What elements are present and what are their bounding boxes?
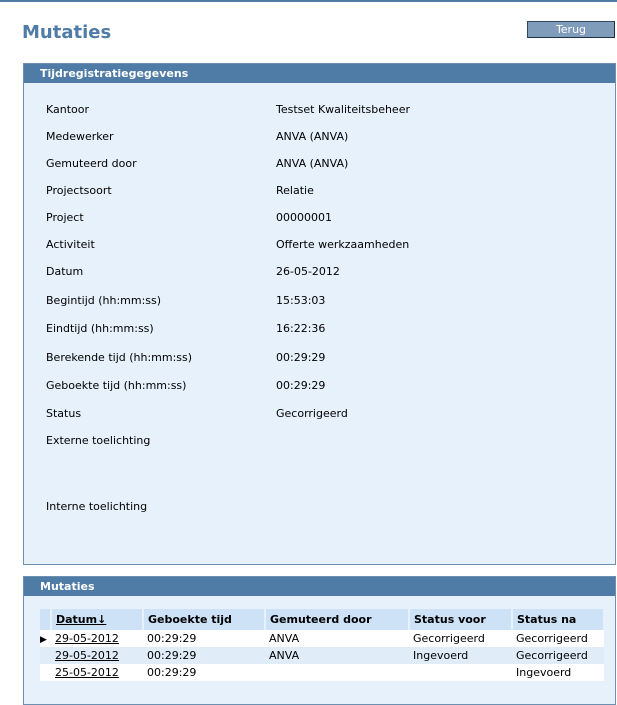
cell-status-na: Gecorrigeerd: [512, 647, 604, 664]
field-value-activiteit: Offerte werkzaamheden: [276, 238, 410, 251]
column-header-status-voor: Status voor: [409, 609, 512, 630]
cell-datum: [51, 630, 143, 647]
field-label-kantoor: Kantoor: [46, 103, 90, 116]
cell-status-na: Ingevoerd: [512, 664, 604, 681]
cell-geboekte-tijd: 00:29:29: [143, 647, 265, 664]
table-row[interactable]: [40, 647, 604, 664]
column-header-status-na: Status na: [512, 609, 604, 630]
table-header-row: [40, 609, 604, 630]
field-value-begintijd: 15:53:03: [276, 294, 326, 307]
sort-datum-link[interactable]: [56, 613, 106, 626]
column-label-datum: Datum: [56, 613, 98, 626]
mutaties-header: Mutaties: [24, 577, 615, 596]
field-value-projectsoort: Relatie: [276, 184, 314, 197]
row-marker-cell: [40, 630, 51, 647]
cell-status-voor: Ingevoerd: [409, 647, 512, 664]
cell-status-voor: [409, 664, 512, 681]
field-label-berekende-tijd: Berekende tijd (hh:mm:ss): [46, 351, 193, 364]
datum-link[interactable]: 29-05-2012: [55, 649, 119, 662]
table-row[interactable]: [40, 630, 604, 647]
field-label-projectsoort: Projectsoort: [46, 184, 112, 197]
cell-gemuteerd-door: [265, 664, 409, 681]
mutaties-table: [40, 609, 605, 681]
datum-link[interactable]: 29-05-2012: [55, 632, 119, 645]
sort-descending-icon: ↓: [97, 613, 107, 626]
marker-column-header: [40, 609, 51, 630]
field-label-begintijd: Begintijd (hh:mm:ss): [46, 294, 162, 307]
field-value-project: 00000001: [276, 211, 332, 224]
row-marker-cell: [40, 664, 51, 681]
field-value-medewerker: ANVA (ANVA): [276, 130, 349, 143]
cell-gemuteerd-door: ANVA: [265, 630, 409, 647]
tijdregistratie-panel: [23, 63, 616, 565]
field-label-geboekte-tijd: Geboekte tijd (hh:mm:ss): [46, 379, 187, 392]
field-label-externe-toelichting: Externe toelichting: [46, 434, 151, 447]
field-value-kantoor: Testset Kwaliteitsbeheer: [276, 103, 410, 116]
field-label-medewerker: Medewerker: [46, 130, 114, 143]
cell-geboekte-tijd: 00:29:29: [143, 630, 265, 647]
field-value-berekende-tijd: 00:29:29: [276, 351, 326, 364]
field-value-status: Gecorrigeerd: [276, 407, 348, 420]
cell-datum: [51, 664, 143, 681]
back-button[interactable]: Terug: [527, 21, 615, 38]
mutaties-panel: [23, 576, 616, 705]
column-header-gemuteerd-door: Gemuteerd door: [265, 609, 409, 630]
field-label-gemuteerd-door: Gemuteerd door: [46, 157, 137, 170]
field-value-datum: 26-05-2012: [276, 265, 340, 278]
column-header-datum[interactable]: [51, 609, 143, 630]
table-row[interactable]: [40, 664, 604, 681]
field-label-status: Status: [46, 407, 82, 420]
top-border: [0, 0, 617, 2]
cell-status-voor: Gecorrigeerd: [409, 630, 512, 647]
cell-status-na: Gecorrigeerd: [512, 630, 604, 647]
field-value-geboekte-tijd: 00:29:29: [276, 379, 326, 392]
current-row-arrow-icon: ▶: [40, 635, 47, 645]
field-label-eindtijd: Eindtijd (hh:mm:ss): [46, 322, 154, 335]
cell-gemuteerd-door: ANVA: [265, 647, 409, 664]
cell-datum: [51, 647, 143, 664]
cell-geboekte-tijd: 00:29:29: [143, 664, 265, 681]
field-label-interne-toelichting: Interne toelichting: [46, 500, 148, 513]
column-header-geboekte-tijd: Geboekte tijd: [143, 609, 265, 630]
page-title: Mutaties: [22, 22, 112, 43]
datum-link[interactable]: 25-05-2012: [55, 666, 119, 679]
tijdregistratie-header: Tijdregistratiegegevens: [24, 64, 615, 83]
row-marker-cell: [40, 647, 51, 664]
field-label-datum: Datum: [46, 265, 84, 278]
field-label-project: Project: [46, 211, 84, 224]
field-label-activiteit: Activiteit: [46, 238, 95, 251]
field-value-eindtijd: 16:22:36: [276, 322, 326, 335]
field-value-gemuteerd-door: ANVA (ANVA): [276, 157, 349, 170]
